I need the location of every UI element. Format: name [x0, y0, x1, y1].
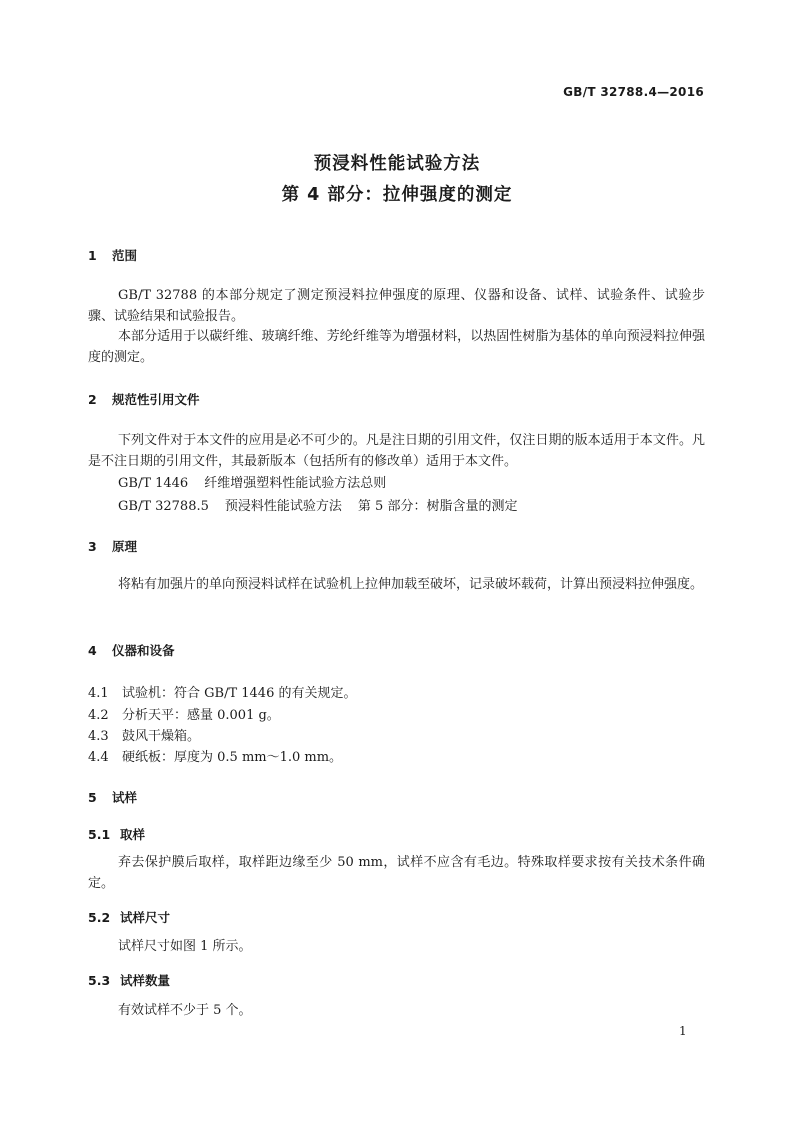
section-4-heading	[88, 641, 175, 659]
section-1-paragraph-2: 本部分适用于以碳纤维、玻璃纤维、芳纶纤维等为增强材料，以热固性树脂为基体的单向预浸料拉伸强度的测定。	[88, 329, 705, 365]
section-number: 3	[88, 539, 97, 554]
subsection-5-3-heading	[88, 971, 170, 989]
section-title: 仪器和设备	[112, 643, 175, 658]
subsection-5-2-paragraph: 试样尺寸如图 1 所示。	[118, 939, 252, 954]
section-3-paragraph-1: 将粘有加强片的单向预浸料试样在试验机上拉伸加载至破坏，记录破坏载荷，计算出预浸料拉伸强度。	[118, 577, 704, 592]
item-text: 试验机：符合 GB/T 1446 的有关规定。	[122, 686, 357, 701]
section-1-paragraph-1: GB/T 32788 的本部分规定了测定预浸料拉伸强度的原理、仪器和设备、试样、试验条件、试验步骤、试验结果和试验报告。	[88, 288, 705, 324]
item-text: 鼓风干燥箱。	[122, 729, 201, 744]
item-number: 4.4	[88, 750, 109, 765]
section-title: 规范性引用文件	[112, 392, 200, 407]
item-text: 分析天平：感量 0.001 g。	[122, 708, 280, 723]
subsection-5-1-heading	[88, 825, 145, 843]
standard-number: GB/T 32788.4—2016	[563, 85, 704, 99]
section-number: 1	[88, 248, 97, 263]
item-number: 4.2	[88, 708, 109, 723]
subsection-number: 5.2	[88, 910, 111, 925]
document-title-line-1: 预浸料性能试验方法	[313, 154, 481, 174]
section-1-heading	[88, 246, 137, 264]
normative-reference-2	[118, 495, 517, 514]
section-title: 范围	[112, 248, 138, 263]
section-number: 5	[88, 790, 97, 805]
normative-reference-1	[118, 472, 386, 491]
section-number: 2	[88, 392, 97, 407]
subsection-title: 取样	[120, 827, 146, 842]
document-title-line-2: 第 4 部分：拉伸强度的测定	[281, 185, 513, 205]
item-number: 4.3	[88, 729, 109, 744]
section-title: 原理	[112, 539, 138, 554]
subsection-number: 5.3	[88, 973, 111, 988]
section-2-heading	[88, 390, 200, 408]
reference-code: GB/T 1446	[118, 476, 189, 491]
section-3-heading	[88, 537, 137, 555]
subsection-5-2-heading	[88, 908, 170, 926]
reference-title: 预浸料性能试验方法	[224, 499, 342, 514]
equipment-item	[88, 725, 200, 744]
subsection-5-3-paragraph: 有效试样不少于 5 个。	[118, 1003, 252, 1018]
equipment-item	[88, 682, 356, 701]
section-5-heading	[88, 788, 137, 806]
subsection-5-1-paragraph: 弃去保护膜后取样，取样距边缘至少 50 mm，试样不应含有毛边。特殊取样要求按有关技术条件确定。	[88, 855, 705, 891]
section-title: 试样	[112, 790, 138, 805]
item-text: 硬纸板：厚度为 0.5 mm～1.0 mm。	[122, 750, 343, 765]
subsection-title: 试样尺寸	[120, 910, 171, 925]
equipment-item	[88, 746, 342, 765]
section-number: 4	[88, 643, 97, 658]
subsection-title: 试样数量	[120, 973, 171, 988]
equipment-item	[88, 704, 280, 723]
section-2-paragraph-1: 下列文件对于本文件的应用是必不可少的。凡是注日期的引用文件，仅注日期的版本适用于本文件。凡是不注日期的引用文件，其最新版本（包括所有的修改单）适用于本文件。	[88, 433, 705, 469]
reference-title: 纤维增强塑料性能试验方法总则	[204, 476, 387, 491]
subsection-number: 5.1	[88, 827, 111, 842]
page-number: 1	[679, 1024, 687, 1038]
item-number: 4.1	[88, 686, 109, 701]
reference-part: 第 5 部分：树脂含量的测定	[357, 499, 518, 514]
reference-code: GB/T 32788.5	[118, 499, 209, 514]
